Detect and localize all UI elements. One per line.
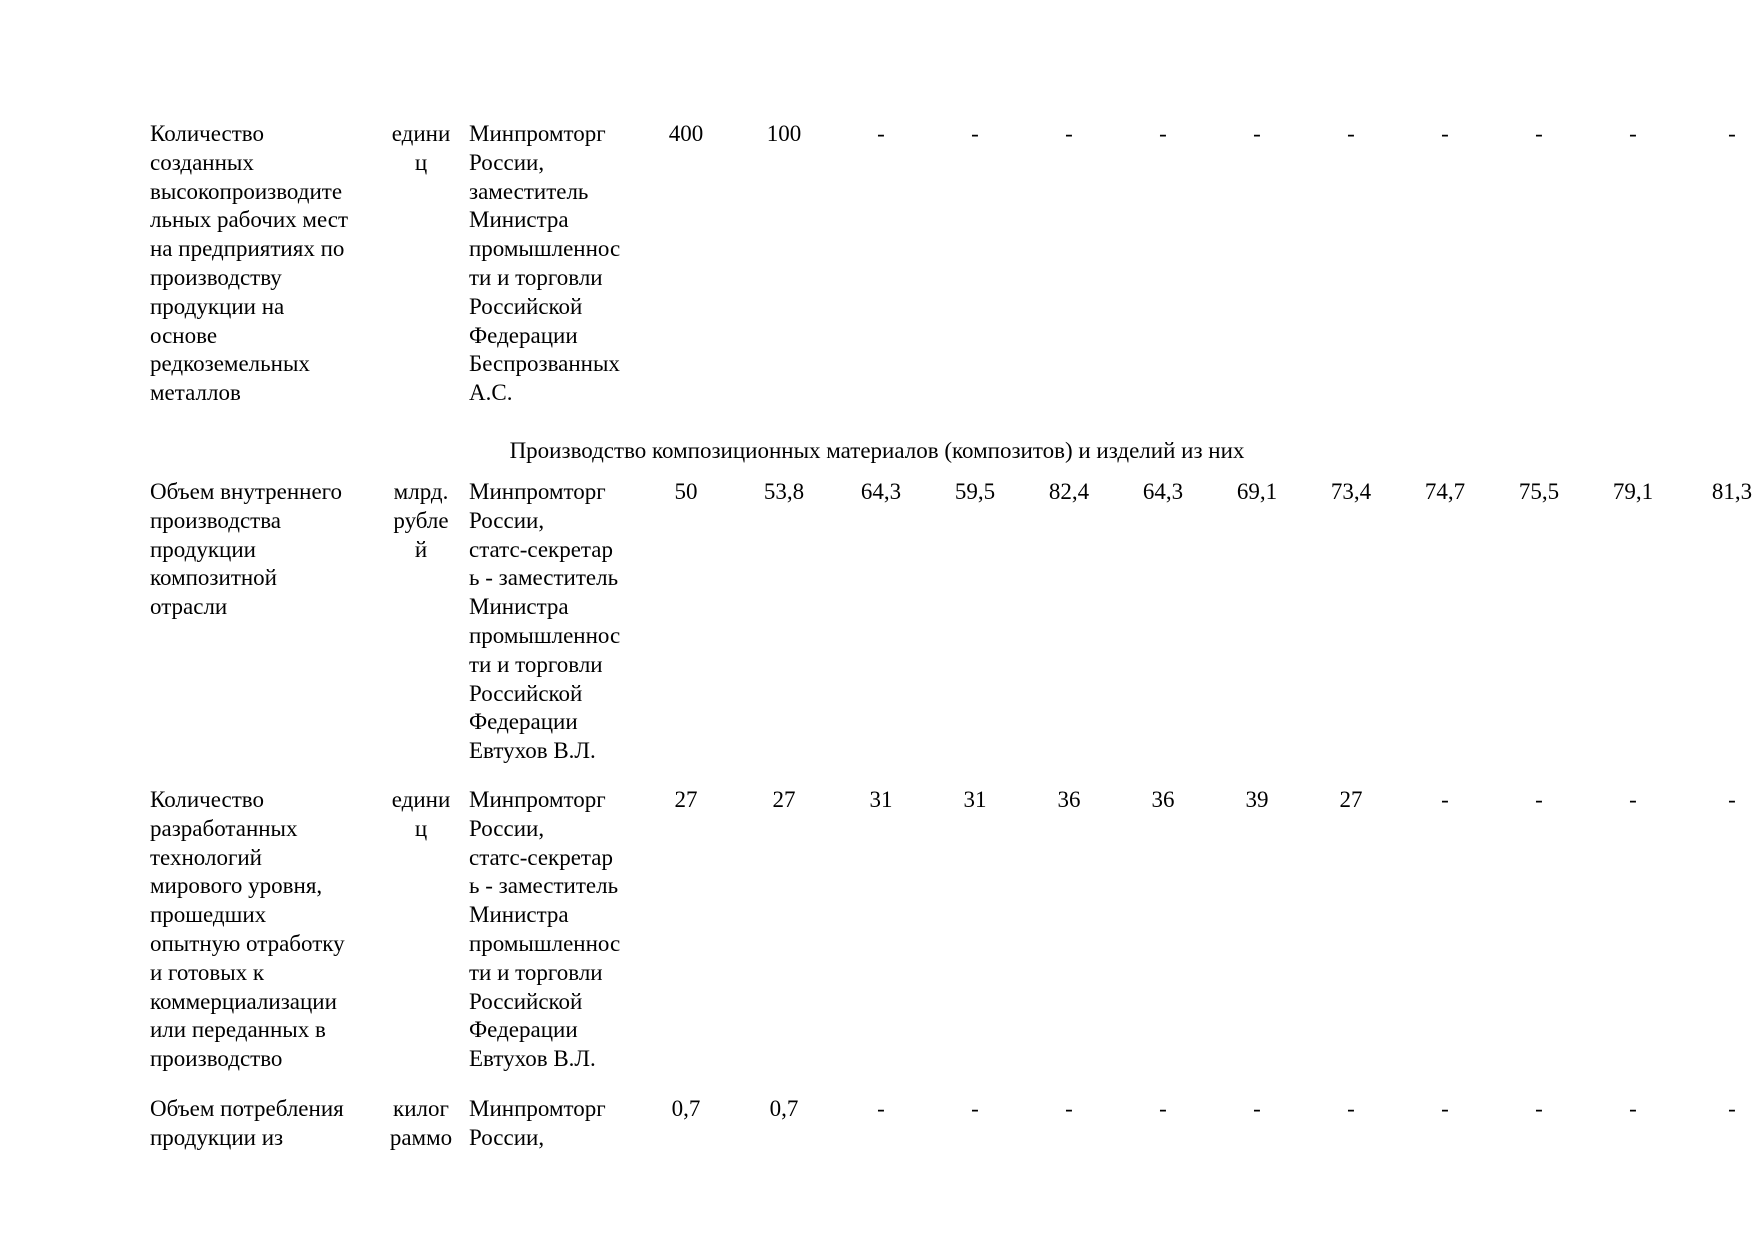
responsible-party-line: ти и торговли: [469, 651, 603, 677]
indicator-value: -: [1441, 787, 1449, 812]
indicator-name-line: редкоземельных: [150, 351, 310, 377]
indicator-value: -: [971, 121, 979, 146]
responsible-party: [469, 120, 644, 408]
indicator-name-line: и готовых к: [150, 959, 265, 985]
indicator-value: -: [1629, 1096, 1637, 1121]
indicator-name-line: опытную отработку: [150, 930, 345, 956]
responsible-party-line: Евтухов В.Л.: [469, 738, 596, 764]
indicator-value: -: [1253, 121, 1261, 146]
unit-of-measure-line: килог: [393, 1096, 449, 1121]
indicator-value: -: [1629, 121, 1637, 146]
unit-of-measure-line: едини: [391, 121, 451, 146]
indicator-value: -: [1535, 121, 1543, 146]
responsible-party-line: России,: [469, 149, 545, 175]
indicator-name-line: высокопроизводите: [150, 178, 343, 204]
indicator-value: 100: [766, 121, 802, 146]
indicator-value: 64,3: [1142, 479, 1184, 504]
responsible-party-line: Минпромторг: [469, 1096, 606, 1121]
indicator-name-line: Количество: [150, 121, 264, 146]
responsible-party-line: Минпромторг: [469, 479, 606, 504]
responsible-party-line: Министра: [469, 207, 569, 233]
indicator-name-line: Объем потребления: [150, 1096, 344, 1121]
indicator-value: -: [1065, 121, 1073, 146]
indicator-name-line: коммерциализации: [150, 988, 337, 1014]
responsible-party-line: ь - заместитель: [469, 565, 619, 591]
indicator-value: -: [971, 1096, 979, 1121]
indicator-value: -: [1629, 787, 1637, 812]
unit-of-measure-line: ц: [414, 149, 428, 175]
indicator-name-line: на предприятиях по: [150, 236, 345, 262]
indicator-value: 64,3: [860, 479, 902, 504]
indicator-name-line: композитной: [150, 565, 277, 591]
indicator-value: 39: [1245, 787, 1269, 812]
indicator-value: 36: [1057, 787, 1081, 812]
indicator-name-line: продукции на: [150, 293, 285, 319]
indicator-value: -: [1441, 121, 1449, 146]
indicator-name-line: созданных: [150, 149, 254, 175]
responsible-party-line: Российской: [469, 293, 583, 319]
indicator-name-line: основе: [150, 322, 218, 348]
responsible-party-line: Министра: [469, 902, 569, 928]
indicator-value: -: [1159, 121, 1167, 146]
indicator-name-line: производства: [150, 507, 281, 533]
unit-of-measure-line: ц: [414, 815, 428, 841]
responsible-party-line: Федерации: [469, 322, 578, 348]
indicator-name: [150, 478, 380, 622]
unit-of-measure-line: раммо: [389, 1124, 453, 1150]
indicator-value: -: [1441, 1096, 1449, 1121]
indicator-name-line: отрасли: [150, 594, 228, 620]
indicator-value: 36: [1151, 787, 1175, 812]
indicator-value: 31: [869, 787, 893, 812]
unit-of-measure-line: й: [414, 536, 428, 562]
indicator-name-line: или переданных в: [150, 1017, 326, 1043]
indicator-value: -: [1535, 787, 1543, 812]
indicator-value: -: [1065, 1096, 1073, 1121]
indicator-value: 82,4: [1048, 479, 1090, 504]
responsible-party-line: А.С.: [469, 380, 513, 406]
indicator-name-line: металлов: [150, 380, 241, 406]
responsible-party-line: Евтухов В.Л.: [469, 1046, 596, 1072]
indicator-value: 81,3: [1711, 479, 1753, 504]
indicator-name-line: технологий: [150, 844, 262, 870]
indicator-name-line: льных рабочих мест: [150, 207, 349, 233]
responsible-party-line: Министра: [469, 594, 569, 620]
indicator-name-line: разработанных: [150, 815, 298, 841]
indicator-value: -: [1728, 787, 1736, 812]
indicator-value: 0,7: [769, 1096, 799, 1121]
indicator-value: 53,8: [763, 479, 805, 504]
responsible-party-line: Минпромторг: [469, 121, 606, 146]
indicator-name: [150, 1095, 380, 1153]
unit-of-measure: [385, 120, 457, 178]
responsible-party-line: ти и торговли: [469, 959, 603, 985]
indicator-value: 400: [668, 121, 704, 146]
indicator-value: 79,1: [1612, 479, 1654, 504]
indicator-name-line: производству: [150, 264, 282, 290]
responsible-party: [469, 478, 644, 766]
responsible-party-line: промышленнос: [469, 622, 621, 648]
indicator-value: 75,5: [1518, 479, 1560, 504]
indicator-value: -: [1728, 1096, 1736, 1121]
indicator-name-line: мирового уровня,: [150, 873, 323, 899]
indicator-name-line: прошедших: [150, 902, 267, 928]
responsible-party-line: статс-секретар: [469, 536, 613, 562]
indicator-name-line: продукции: [150, 536, 256, 562]
indicator-value: 0,7: [671, 1096, 701, 1121]
responsible-party-line: России,: [469, 1124, 545, 1150]
indicator-value: -: [1728, 121, 1736, 146]
indicator-name-line: производство: [150, 1046, 283, 1072]
responsible-party-line: заместитель: [469, 178, 589, 204]
responsible-party-line: России,: [469, 815, 545, 841]
unit-of-measure: [385, 478, 457, 564]
indicator-value: -: [1347, 1096, 1355, 1121]
responsible-party-line: Российской: [469, 988, 583, 1014]
indicator-name: [150, 786, 380, 1074]
responsible-party-line: Российской: [469, 680, 583, 706]
indicator-name: [150, 120, 380, 408]
indicator-value: 73,4: [1330, 479, 1372, 504]
indicator-value: 69,1: [1236, 479, 1278, 504]
responsible-party-line: промышленнос: [469, 236, 621, 262]
responsible-party-line: ти и торговли: [469, 264, 603, 290]
unit-of-measure-line: рубле: [393, 507, 449, 533]
responsible-party-line: Минпромторг: [469, 787, 606, 812]
unit-of-measure-line: млрд.: [393, 479, 449, 504]
indicator-name-line: продукции из: [150, 1124, 284, 1150]
indicator-value: 31: [963, 787, 987, 812]
unit-of-measure: [385, 1095, 457, 1153]
indicator-value: -: [1535, 1096, 1543, 1121]
indicator-value: 59,5: [954, 479, 996, 504]
section-title: Производство композиционных материалов (композитов) и изделий из них: [509, 438, 1245, 463]
indicator-name-line: Количество: [150, 787, 264, 812]
responsible-party-line: статс-секретар: [469, 844, 613, 870]
indicator-value: 27: [674, 787, 698, 812]
responsible-party-line: Федерации: [469, 1017, 578, 1043]
indicator-value: -: [877, 1096, 885, 1121]
responsible-party-line: промышленнос: [469, 930, 621, 956]
indicator-value: -: [1253, 1096, 1261, 1121]
responsible-party-line: Беспрозванных: [469, 351, 620, 377]
responsible-party-line: Федерации: [469, 709, 578, 735]
responsible-party-line: ь - заместитель: [469, 873, 619, 899]
indicator-value: 27: [772, 787, 796, 812]
responsible-party: [469, 1095, 644, 1153]
unit-of-measure-line: едини: [391, 787, 451, 812]
indicator-value: -: [1347, 121, 1355, 146]
indicator-value: 50: [674, 479, 698, 504]
responsible-party-line: России,: [469, 507, 545, 533]
indicator-value: -: [1159, 1096, 1167, 1121]
responsible-party: [469, 786, 644, 1074]
unit-of-measure: [385, 786, 457, 844]
indicator-value: 74,7: [1424, 479, 1466, 504]
indicator-value: -: [877, 121, 885, 146]
indicator-name-line: Объем внутреннего: [150, 479, 343, 504]
indicator-value: 27: [1339, 787, 1363, 812]
